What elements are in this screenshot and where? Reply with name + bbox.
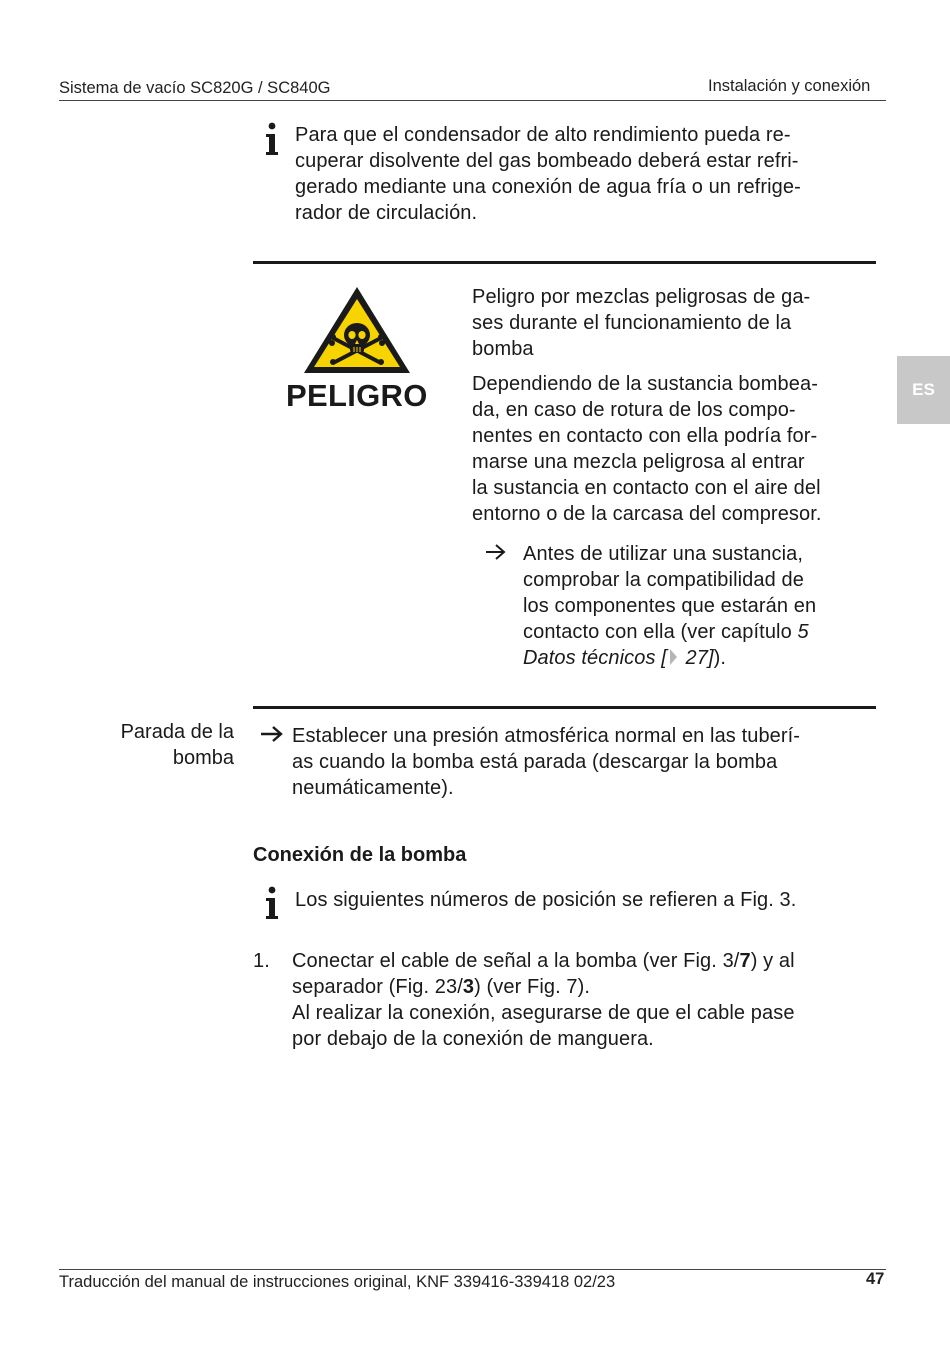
danger-action-line [523,619,816,645]
danger-action [523,541,816,671]
step-line: Al realizar la conexión, asegurarse de que el cable pase [292,1002,795,1024]
danger-title-line: Peligro por mezclas peligrosas de ga- [472,286,811,308]
step-line [292,948,795,974]
step-text: ) (ver Fig. 7). [474,976,591,998]
info-note-1-line: Para que el condensador de alto rendimiento pueda re- [295,124,791,146]
position-number: 3 [462,976,475,998]
step-1 [292,948,795,1052]
step-text: Conectar el cable de señal a la bomba (ver Fig. 3/ [292,950,740,972]
danger-action-line: Antes de utilizar una sustancia, [523,543,804,565]
info-note-2: Los siguientes números de posición se refieren a Fig. 3. [295,889,797,911]
chapter-link-number[interactable]: 5 [797,621,809,643]
danger-body-line: entorno o de la carcasa del compresor. [472,503,822,525]
danger-body-line: nentes en contacto con ella podría for- [472,425,818,447]
step-line [292,974,795,1000]
danger-action-line [523,645,816,671]
step-text: ) y al [750,950,795,972]
skull-warning-triangle-icon [302,285,412,375]
info-icon [265,122,279,162]
danger-body-line: la sustancia en contacto con el aire del [472,477,821,499]
danger-title [472,284,810,362]
stop-instruction [292,723,800,801]
danger-body [472,371,822,527]
stop-line: Establecer una presión atmosférica normal en las tuberí- [292,725,801,747]
language-tab[interactable]: ES [897,356,950,424]
action-text-end: ). [713,647,727,669]
header-rule [59,100,886,101]
danger-signal-word: PELIGRO [286,378,428,413]
danger-title-line: ses durante el funcionamiento de la [472,312,792,334]
danger-body-line: Dependiendo de la sustancia bombea- [472,373,818,395]
page-link[interactable]: 27] [679,647,714,669]
section-heading: Conexión de la bomba [253,844,467,866]
chapter-link-title[interactable]: Datos técnicos [ [523,647,667,669]
side-label-stop [60,719,234,771]
info-note-1-line: gerado mediante una conexión de agua fría o un refrige- [295,176,801,198]
info-note-1-line: rador de circulación. [295,202,478,224]
step-number: 1. [253,950,270,972]
info-icon [265,886,279,926]
page-number: 47 [866,1270,885,1288]
danger-body-line: da, en caso de rotura de los compo- [472,399,796,421]
header-right: Instalación y conexión [708,77,871,95]
info-note-1-line: cuperar disolvente del gas bombeado deberá estar refri- [295,150,799,172]
danger-body-line: marse una mezcla peligrosa al entrar [472,451,805,473]
danger-title-line: bomba [472,338,534,360]
page-reference-arrow-icon [670,649,677,665]
step-line: por debajo de la conexión de manguera. [292,1028,654,1050]
stop-line: as cuando la bomba está parada (descargar la bomba [292,751,778,773]
footer-rule [59,1269,886,1270]
danger-action-line: los componentes que estarán en [523,595,817,617]
info-note-1 [295,122,801,226]
right-arrow-icon [260,725,284,743]
danger-top-rule [253,261,876,264]
danger-action-line: comprobar la compatibilidad de [523,569,804,591]
header-left: Sistema de vacío SC820G / SC840G [59,79,331,97]
danger-bottom-rule [253,706,876,709]
side-label-line: Parada de la [120,721,234,743]
action-text: contacto con ella (ver capítulo [523,621,798,643]
footer-left: Traducción del manual de instrucciones original, KNF 339416-339418 02/23 [59,1273,616,1291]
position-number: 7 [739,950,751,972]
right-arrow-icon [485,543,507,561]
step-text: separador (Fig. 23/ [292,976,463,998]
stop-line: neumáticamente). [292,777,454,799]
side-label-line: bomba [172,747,234,769]
